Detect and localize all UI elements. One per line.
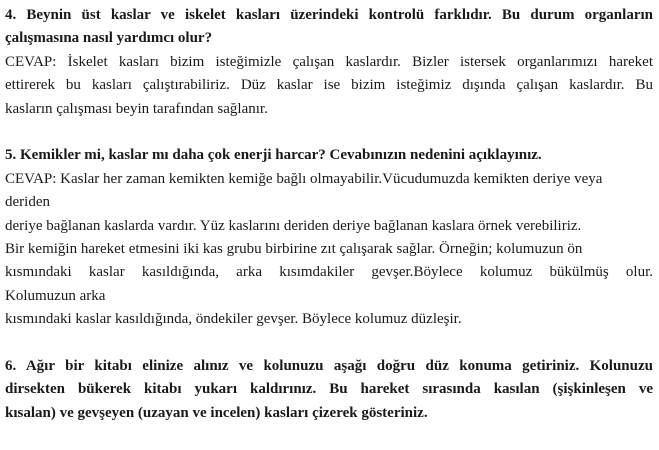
document-page bbox=[5, 4, 653, 425]
question-text-line: 5. Kemikler mi, kaslar mı daha çok enerji harcar? Cevabınızın nedenini açıklayınız. bbox=[5, 147, 542, 164]
question-text-line: 6. Ağır bir kitabı elinize alınız ve kolunuzu aşağı doğru düz konuma getiriniz. Kolunuzu bbox=[5, 357, 653, 374]
question-text-line: çalışmasına nasıl yardımcı olur? bbox=[5, 30, 213, 47]
question-text-line: dirsekten bükerek kitabı yukarı kaldırınız. Bu hareket sırasında kasılan (şişkinleşen ve bbox=[5, 381, 653, 398]
answer-text-line: kasların çalışması beyin tarafından sağlanır. bbox=[5, 100, 268, 117]
answer-text-line: deriye bağlanan kaslarda vardır. Yüz kaslarını deriden deriye bağlanan kaslara örnek verebiliriz. bbox=[5, 217, 582, 234]
answer-text-line: CEVAP: Kaslar her zaman kemikten kemiğe bağlı olmayabilir.Vücudumuzda kemikten deriye veya bbox=[5, 170, 603, 187]
paragraph-spacer bbox=[5, 121, 653, 144]
answer-text-line: ettirerek bu kasları çalıştırabiliriz. Düz kaslar ise bizim isteğimiz dışında çalışan kaslardır. Bu bbox=[5, 77, 653, 94]
answer-text-line: deriden bbox=[5, 194, 50, 211]
answer-text-line: Kolumuzun arka bbox=[5, 287, 106, 304]
question-6 bbox=[5, 355, 653, 425]
answer-text-line: CEVAP: İskelet kasları bizim isteğimizle çalışan kaslardır. Bizler istersek organlarımızı hareket bbox=[5, 53, 653, 70]
answer-text-line: Bir kemiğin hareket etmesini iki kas grubu birbirine zıt çalışarak sağlar. Örneğin; kolumuzun ön bbox=[5, 240, 583, 257]
paragraph-spacer bbox=[5, 331, 653, 354]
question-text-line: kısalan) ve gevşeyen (uzayan ve incelen) kasları çizerek gösteriniz. bbox=[5, 404, 428, 421]
answer-text-line: kısmındaki kaslar kasıldığında, öndekiler gevşer. Böylece kolumuz düzleşir. bbox=[5, 311, 462, 328]
question-text-line: 4. Beynin üst kaslar ve iskelet kasları üzerindeki kontrolü farklıdır. Bu durum organların bbox=[5, 7, 653, 23]
answer-text-line: kısmındaki kaslar kasıldığında, arka kısımdakiler gevşer.Böylece kolumuz bükülmüş olur. bbox=[5, 264, 653, 281]
question-5 bbox=[5, 144, 653, 331]
question-4 bbox=[5, 4, 653, 121]
